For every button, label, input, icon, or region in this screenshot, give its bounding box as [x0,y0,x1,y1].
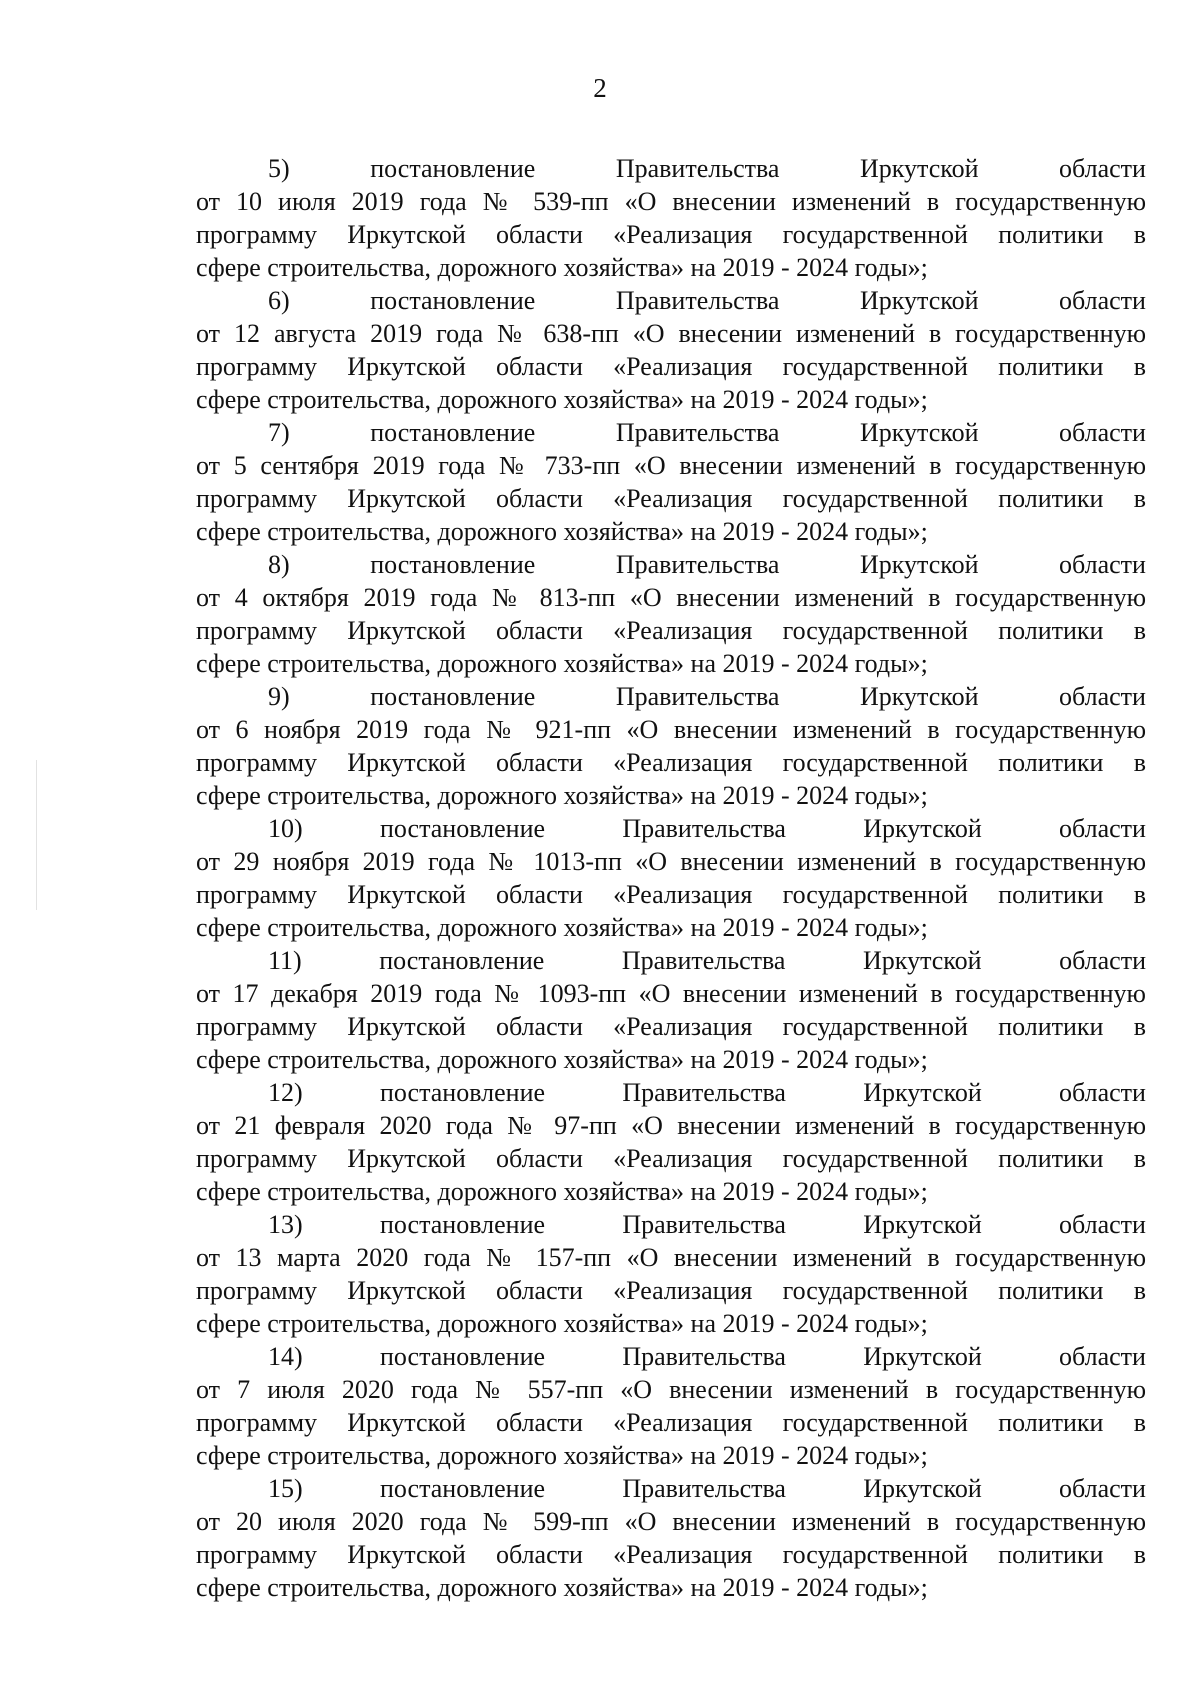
list-item [196,812,1146,944]
item-program-line: программу Иркутской области «Реализация государственной политики в [196,1144,1146,1173]
item-program-line: программу Иркутской области «Реализация государственной политики в [196,484,1146,513]
item-number: 13) [268,1210,303,1239]
item-scope-line: сфере строительства, дорожного хозяйства» на 2019 - 2024 годы»; [196,649,928,678]
item-program-line: программу Иркутской области «Реализация государственной политики в [196,1012,1146,1041]
item-scope-line: сфере строительства, дорожного хозяйства» на 2019 - 2024 годы»; [196,1441,928,1470]
word-decree: постановление [379,814,546,843]
item-number: 14) [268,1342,303,1371]
word-government: Правительства [622,1210,786,1239]
word-region: области [1059,418,1146,447]
item-program-line: программу Иркутской области «Реализация государственной политики в [196,220,1146,249]
word-decree: постановление [379,1078,546,1107]
item-scope-line: сфере строительства, дорожного хозяйства» на 2019 - 2024 годы»; [196,1045,928,1074]
word-decree: постановление [379,1474,546,1503]
word-region-adj: Иркутской [860,286,979,315]
word-decree: постановление [370,286,536,315]
word-government: Правительства [615,418,780,447]
word-region: области [1059,1342,1146,1371]
item-program-line: программу Иркутской области «Реализация государственной политики в [196,1408,1146,1437]
word-government: Правительства [622,1474,786,1503]
word-region: области [1059,814,1146,843]
word-region: области [1059,1210,1146,1239]
word-region-adj: Иркутской [860,154,979,183]
word-region-adj: Иркутской [863,814,982,843]
item-date-line: от 4 октября 2019 года № 813-пп «О внесении изменений в государственную [196,583,1146,612]
list-item [196,680,1146,812]
list-item [196,152,1146,284]
list-item [196,548,1146,680]
word-region-adj: Иркутской [863,946,982,975]
list-item [196,416,1146,548]
word-government: Правительства [615,682,780,711]
decree-list [196,152,1146,1604]
word-government: Правительства [615,550,780,579]
item-program-line: программу Иркутской области «Реализация государственной политики в [196,616,1146,645]
item-date-line: от 29 ноября 2019 года № 1013-пп «О внесении изменений в государственную [196,847,1146,876]
item-date-line: от 20 июля 2020 года № 599-пп «О внесении изменений в государственную [196,1507,1146,1536]
item-date-line: от 7 июля 2020 года № 557-пп «О внесении изменений в государственную [196,1375,1146,1404]
item-number: 8) [268,550,290,579]
item-heading [196,944,1146,977]
word-region: области [1059,154,1146,183]
item-heading [196,1340,1146,1373]
word-government: Правительства [622,1078,786,1107]
item-date-line: от 21 февраля 2020 года № 97-пп «О внесении изменений в государственную [196,1111,1146,1140]
item-number: 5) [268,154,290,183]
word-region: области [1059,946,1146,975]
item-program-line: программу Иркутской области «Реализация государственной политики в [196,880,1146,909]
word-government: Правительства [622,814,786,843]
word-region: области [1059,286,1146,315]
item-number: 11) [268,946,302,975]
word-government: Правительства [615,154,780,183]
list-item [196,1208,1146,1340]
word-decree: постановление [370,682,536,711]
item-number: 6) [268,286,290,315]
item-date-line: от 10 июля 2019 года № 539-пп «О внесении изменений в государственную [196,187,1146,216]
item-program-line: программу Иркутской области «Реализация государственной политики в [196,352,1146,381]
word-region-adj: Иркутской [863,1078,982,1107]
list-item [196,1340,1146,1472]
word-decree: постановление [370,550,536,579]
item-scope-line: сфере строительства, дорожного хозяйства» на 2019 - 2024 годы»; [196,913,928,942]
item-date-line: от 12 августа 2019 года № 638-пп «О внесении изменений в государственную [196,319,1146,348]
word-region: области [1059,1078,1146,1107]
item-number: 12) [268,1078,303,1107]
item-scope-line: сфере строительства, дорожного хозяйства» на 2019 - 2024 годы»; [196,253,928,282]
item-program-line: программу Иркутской области «Реализация государственной политики в [196,748,1146,777]
item-heading [196,284,1146,317]
page-number: 2 [593,73,607,103]
word-region-adj: Иркутской [860,550,979,579]
word-decree: постановление [379,1210,546,1239]
item-heading [196,812,1146,845]
list-item [196,944,1146,1076]
item-heading [196,548,1146,581]
list-item [196,1076,1146,1208]
item-scope-line: сфере строительства, дорожного хозяйства» на 2019 - 2024 годы»; [196,517,928,546]
item-heading [196,152,1146,185]
scan-margin-mark [36,760,37,910]
item-number: 10) [268,814,303,843]
list-item [196,284,1146,416]
word-region-adj: Иркутской [863,1210,982,1239]
item-heading [196,416,1146,449]
word-decree: постановление [379,946,545,975]
word-government: Правительства [615,286,780,315]
item-scope-line: сфере строительства, дорожного хозяйства» на 2019 - 2024 годы»; [196,1309,928,1338]
item-heading [196,1208,1146,1241]
item-number: 7) [268,418,290,447]
item-heading [196,1472,1146,1505]
item-date-line: от 5 сентября 2019 года № 733-пп «О внесении изменений в государственную [196,451,1146,480]
word-government: Правительства [621,946,786,975]
item-number: 9) [268,682,290,711]
item-heading [196,680,1146,713]
item-scope-line: сфере строительства, дорожного хозяйства» на 2019 - 2024 годы»; [196,385,928,414]
item-date-line: от 17 декабря 2019 года № 1093-пп «О внесении изменений в государственную [196,979,1146,1008]
word-decree: постановление [370,154,536,183]
word-region-adj: Иркутской [863,1474,982,1503]
word-region: области [1059,1474,1146,1503]
item-heading [196,1076,1146,1109]
word-region: области [1059,550,1146,579]
item-program-line: программу Иркутской области «Реализация государственной политики в [196,1276,1146,1305]
item-scope-line: сфере строительства, дорожного хозяйства» на 2019 - 2024 годы»; [196,1573,928,1602]
item-program-line: программу Иркутской области «Реализация государственной политики в [196,1540,1146,1569]
word-region-adj: Иркутской [860,682,979,711]
item-scope-line: сфере строительства, дорожного хозяйства» на 2019 - 2024 годы»; [196,781,928,810]
word-decree: постановление [370,418,536,447]
list-item [196,1472,1146,1604]
word-region: области [1059,682,1146,711]
item-scope-line: сфере строительства, дорожного хозяйства» на 2019 - 2024 годы»; [196,1177,928,1206]
word-region-adj: Иркутской [863,1342,982,1371]
item-date-line: от 6 ноября 2019 года № 921-пп «О внесении изменений в государственную [196,715,1146,744]
word-government: Правительства [622,1342,786,1371]
word-region-adj: Иркутской [860,418,979,447]
item-date-line: от 13 марта 2020 года № 157-пп «О внесении изменений в государственную [196,1243,1146,1272]
item-number: 15) [268,1474,303,1503]
word-decree: постановление [379,1342,546,1371]
